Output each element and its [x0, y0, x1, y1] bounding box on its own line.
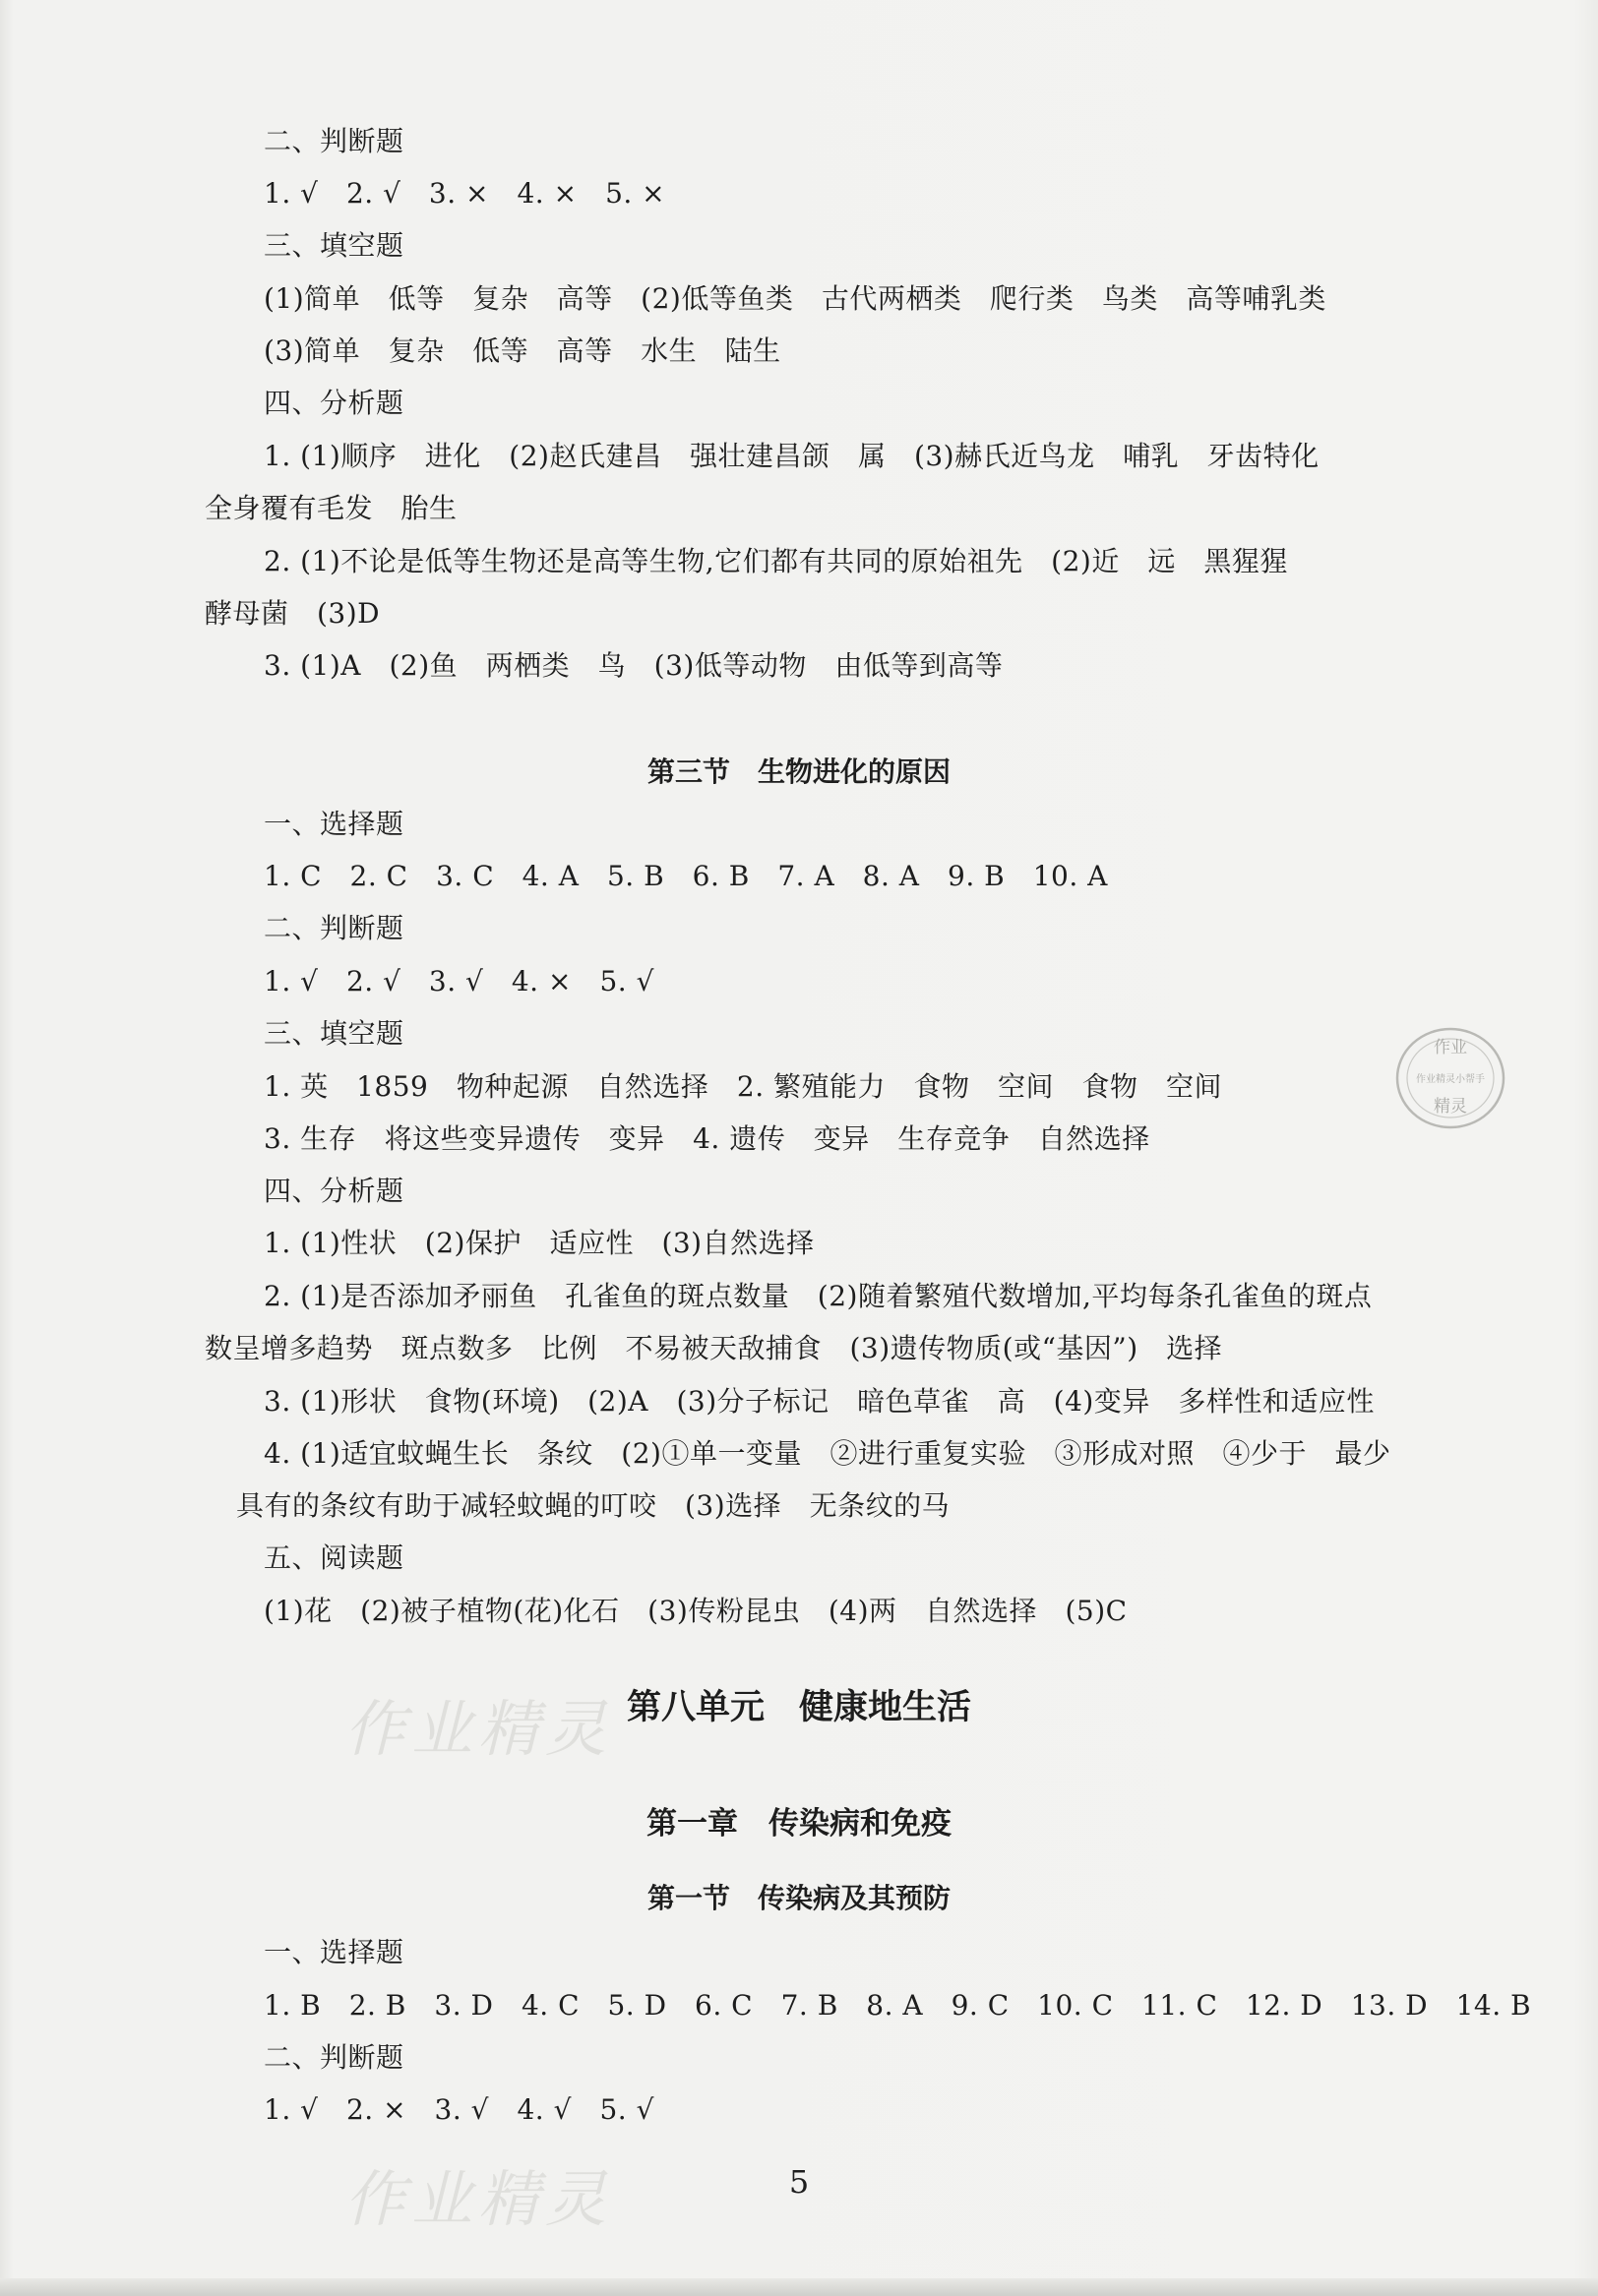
watermark-logo-icon	[1391, 1019, 1509, 1137]
answer-line: 全身覆有毛发 胎生	[205, 492, 458, 524]
answer-line: (1)花 (2)被子植物(花)化石 (3)传粉昆虫 (4)两 自然选择 (5)C	[264, 1595, 1128, 1627]
chapter-heading: 第一章 传染病和免疫	[646, 1806, 952, 1842]
answer-line: 二、判断题	[264, 912, 404, 944]
watermark-logo-top: 作业	[1434, 1038, 1467, 1057]
answer-line: 3. 生存 将这些变异遗传 变异 4. 遗传 变异 生存竞争 自然选择	[264, 1122, 1150, 1155]
answer-line: 2. (1)不论是低等生物还是高等生物,它们都有共同的原始祖先 (2)近 远 黑猩猩	[264, 545, 1288, 577]
answer-line: 3. (1)形状 食物(环境) (2)A (3)分子标记 暗色草雀 高 (4)变异 多样性和适应性	[264, 1385, 1375, 1418]
answer-line: 一、选择题	[264, 1936, 404, 1968]
unit-heading: 第八单元 健康地生活	[626, 1688, 971, 1727]
answer-line: 具有的条纹有助于减轻蚊蝇的叮咬 (3)选择 无条纹的马	[236, 1489, 951, 1522]
answer-line: 4. (1)适宜蚊蝇生长 条纹 (2)①单一变量 ②进行重复实验 ③形成对照 ④少于 最少	[264, 1437, 1391, 1470]
answer-line: 1. (1)性状 (2)保护 适应性 (3)自然选择	[264, 1227, 815, 1259]
answer-line: (1)简单 低等 复杂 高等 (2)低等鱼类 古代两栖类 爬行类 鸟类 高等哺乳类	[264, 282, 1326, 315]
answer-line: 二、判断题	[264, 2041, 404, 2074]
page-bottom-edge	[0, 2278, 1598, 2296]
answer-line: 1. √ 2. √ 3. √ 4. × 5. √	[264, 965, 654, 997]
section-heading: 第三节 生物进化的原因	[646, 755, 951, 788]
answer-line: 数呈增多趋势 斑点数多 比例 不易被天敌捕食 (3)遗传物质(或“基因”) 选择	[205, 1332, 1223, 1364]
page-number: 5	[788, 2163, 810, 2201]
section-heading: 第一节 传染病及其预防	[646, 1882, 951, 1914]
answer-line: 一、选择题	[264, 808, 404, 840]
answer-line: 1. √ 2. √ 3. × 4. × 5. ×	[264, 177, 666, 210]
answer-line: 三、填空题	[264, 229, 404, 262]
answer-line: 四、分析题	[264, 1175, 404, 1207]
answer-line: 1. B 2. B 3. D 4. C 5. D 6. C 7. B 8. A 9. C 10. C 11. C 12. D 13. D 14. B	[264, 1989, 1532, 2022]
answer-line: 酵母菌 (3)D	[205, 597, 381, 630]
watermark-logo-bottom: 精灵	[1434, 1097, 1467, 1117]
watermark-text-upper: 作业精灵	[344, 1693, 613, 1765]
answer-line: 1. C 2. C 3. C 4. A 5. B 6. B 7. A 8. A 9. B 10. A	[264, 860, 1108, 892]
answer-line: 1. √ 2. × 3. √ 4. √ 5. √	[264, 2093, 654, 2126]
answer-line: 3. (1)A (2)鱼 两栖类 鸟 (3)低等动物 由低等到高等	[264, 649, 1004, 682]
answer-line: 五、阅读题	[264, 1541, 404, 1574]
watermark-text-lower: 作业精灵	[344, 2163, 613, 2235]
answer-line: 三、填空题	[264, 1017, 404, 1050]
watermark-logo-mid: 作业精灵小帮手	[1416, 1074, 1485, 1085]
answer-line: 1. (1)顺序 进化 (2)赵氏建昌 强壮建昌颌 属 (3)赫氏近鸟龙 哺乳 牙齿特化	[264, 440, 1320, 472]
answer-line: 1. 英 1859 物种起源 自然选择 2. 繁殖能力 食物 空间 食物 空间	[264, 1070, 1222, 1103]
answer-line: 四、分析题	[264, 387, 404, 419]
answer-line: 二、判断题	[264, 125, 404, 157]
answer-line: 2. (1)是否添加矛丽鱼 孔雀鱼的斑点数量 (2)随着繁殖代数增加,平均每条孔雀鱼的斑点	[264, 1280, 1373, 1312]
answer-line: (3)简单 复杂 低等 高等 水生 陆生	[264, 334, 781, 367]
